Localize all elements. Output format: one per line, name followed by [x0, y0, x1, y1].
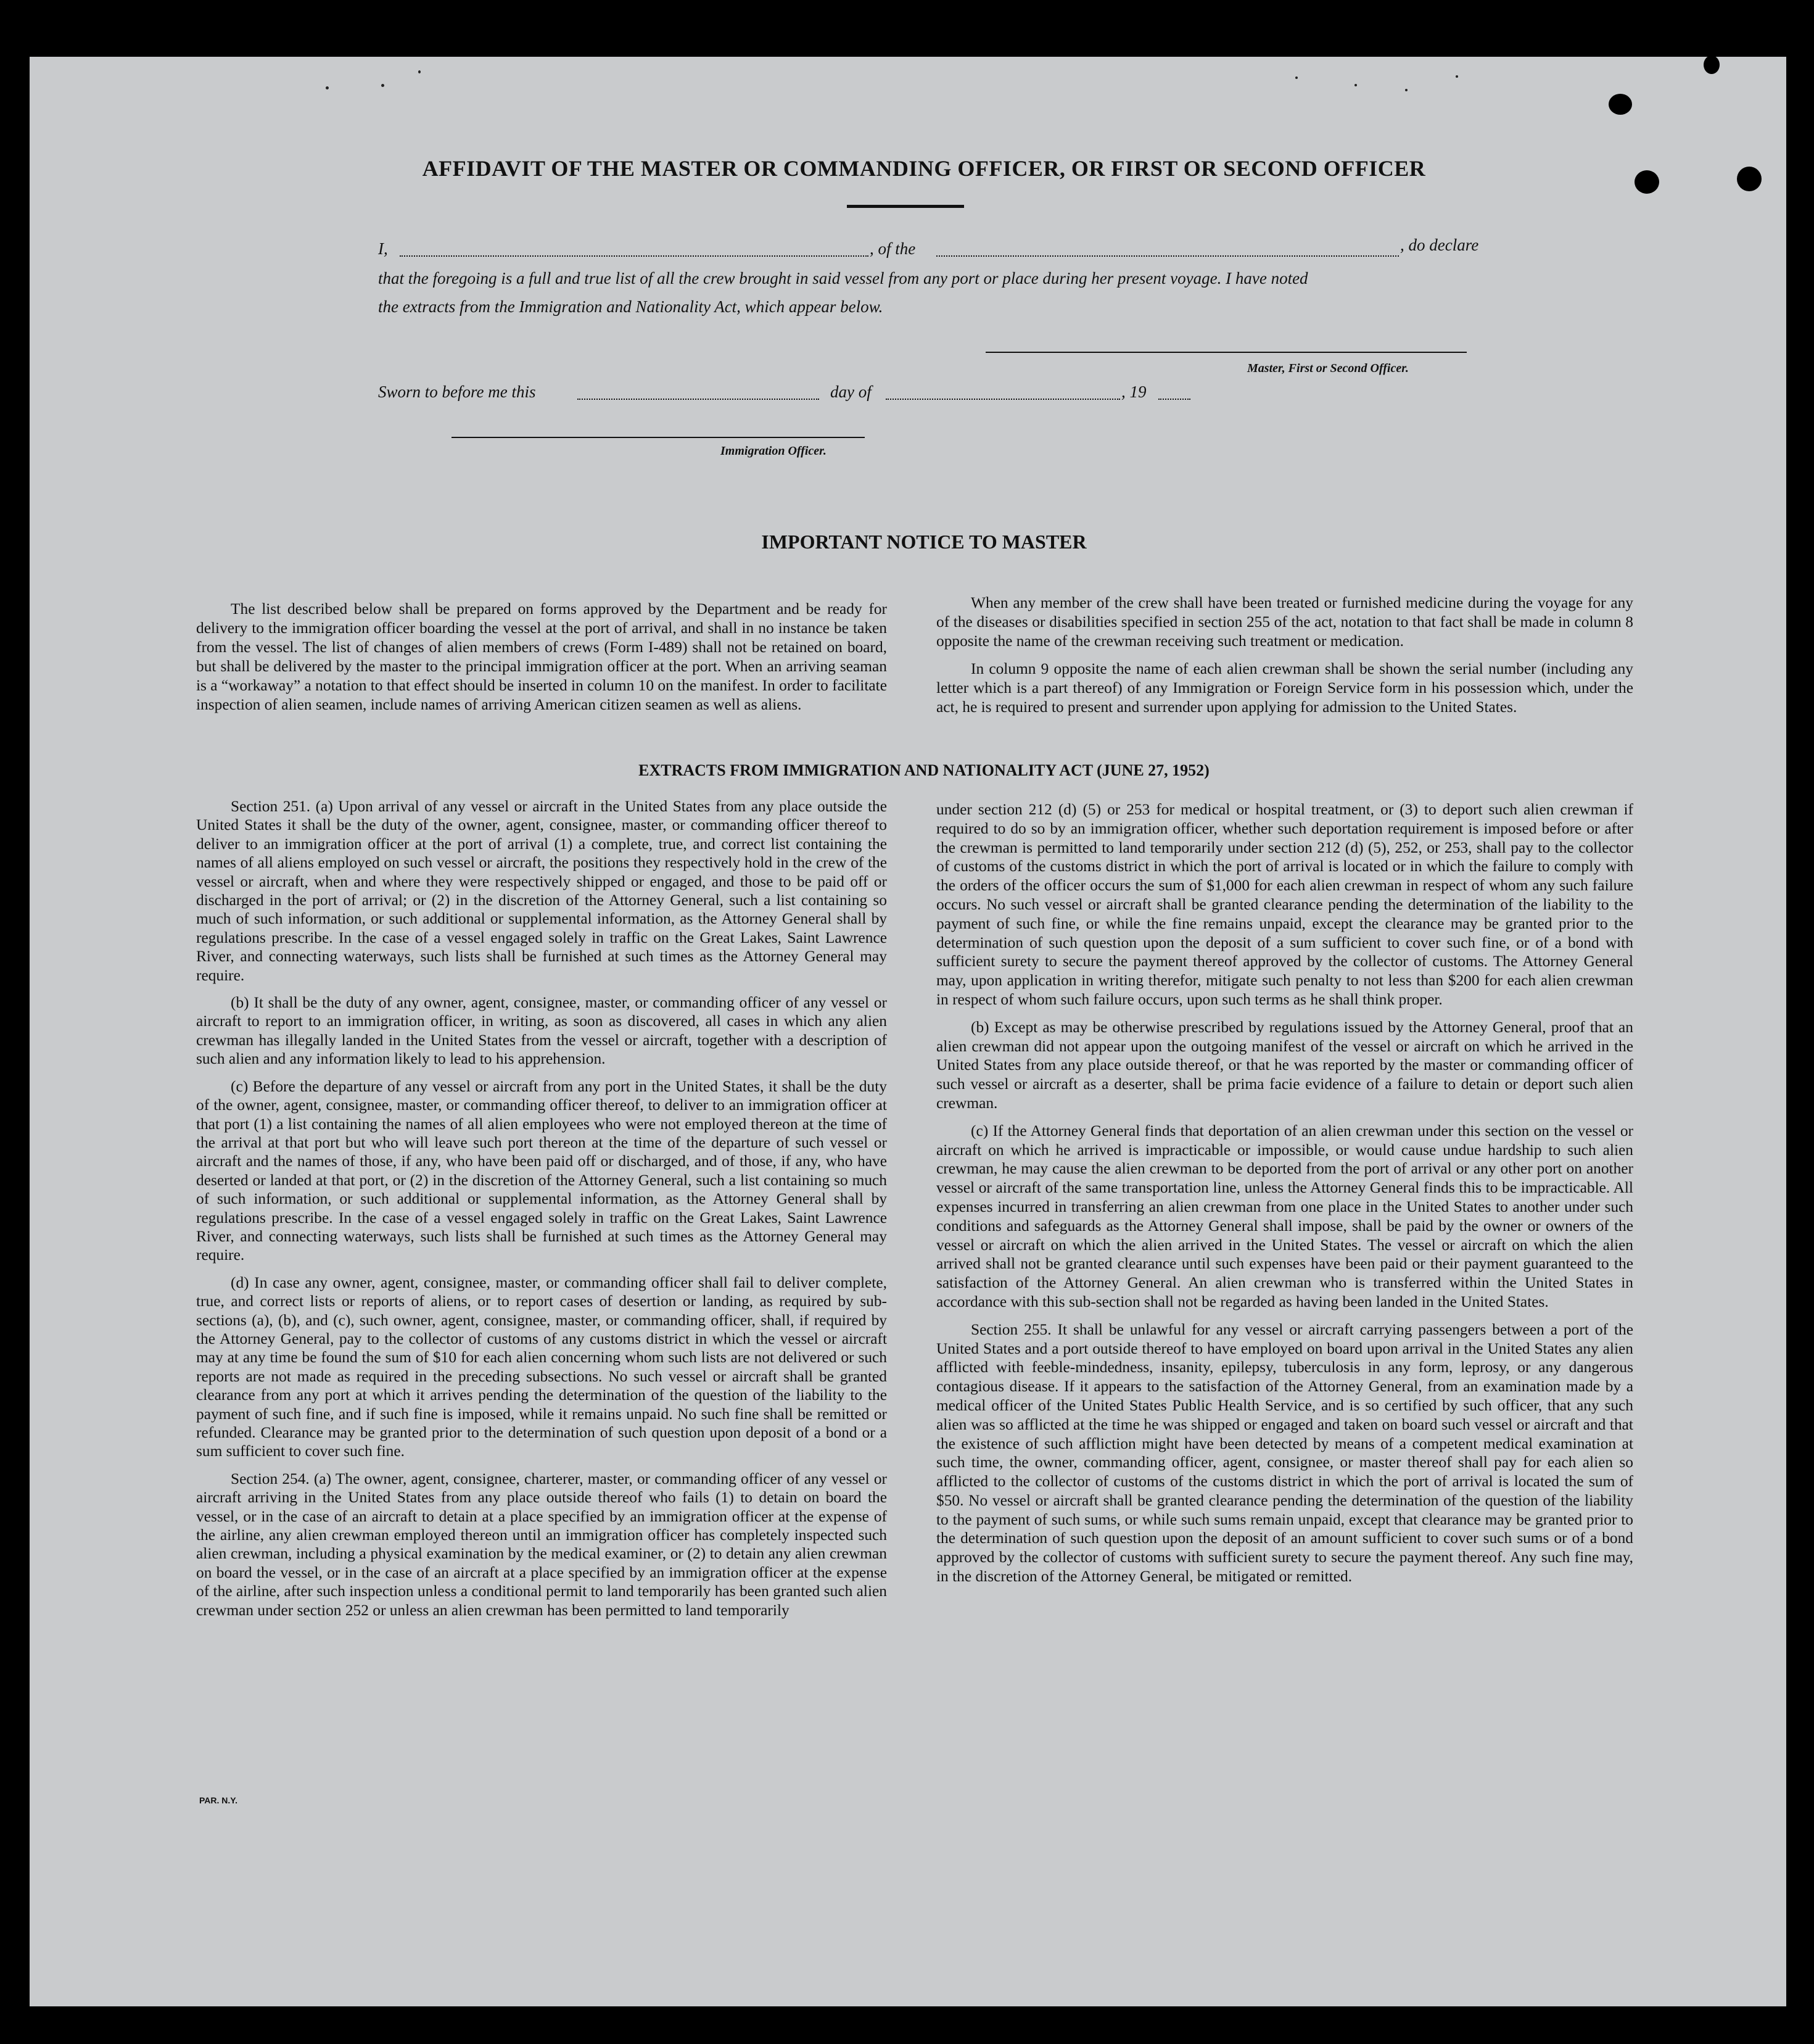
sworn-month-line[interactable]	[886, 399, 1120, 400]
speck	[1456, 75, 1458, 78]
sworn-year-prefix: , 19	[1121, 383, 1147, 401]
speck	[418, 70, 421, 73]
affidavit-line-3: the extracts from the Immigration and Nationality Act, which appear below.	[378, 297, 883, 316]
master-signature-label: Master, First or Second Officer.	[1247, 362, 1409, 375]
extracts-left-column	[196, 797, 887, 1628]
speck	[1354, 84, 1357, 86]
notice-paragraph: In column 9 opposite the name of each alien crewman shall be shown the serial number (including any letter which is a part thereof) of any Immigration or Foreign Service form in his possession which, under the act, he is required to present and surrender upon applying for admission to the United States.	[936, 660, 1633, 716]
punch-hole	[1609, 94, 1632, 115]
punch-hole	[1737, 167, 1762, 191]
extract-paragraph: (d) In case any owner, agent, consignee, master, or commanding officer shall fail to deliver complete, true, and correct lists or reports of aliens, or to report cases of desertion or landing, as required by sub-sections (a), (b), and (c), such owner, agent, consignee, master, or commanding officer, shall, if required by the Attorney General, pay to the collector of customs of any customs district in which the vessel or aircraft may at any time be found the sum of $10 for each alien concerning whom such lists are not delivered or such reports are not made as required in the preceding subsections. No such vessel or aircraft shall be granted clearance from any port at which it arrives pending the determination of the question of the liability to the payment of such fine, and if such fine is imposed, while it remains unpaid. No such fine shall be remitted or refunded. Clearance may be granted prior to the determination of such question upon deposit of a bond or a sum sufficient to cover such fine.	[196, 1273, 887, 1460]
notice-title: IMPORTANT NOTICE TO MASTER	[761, 531, 1087, 553]
sworn-day-of: day of	[830, 383, 872, 401]
affidavit-title: AFFIDAVIT OF THE MASTER OR COMMANDING OFFICER, OR FIRST OR SECOND OFFICER	[422, 156, 1426, 181]
officer-signature-line[interactable]	[451, 437, 865, 438]
title-rule	[847, 205, 964, 208]
speck	[1295, 77, 1298, 79]
speck	[326, 86, 329, 89]
sworn-year-line[interactable]	[1158, 399, 1190, 400]
notice-right-column	[936, 594, 1633, 726]
form-page	[30, 57, 1786, 2006]
affidavit-of-the: , of the	[870, 239, 916, 258]
punch-hole	[1704, 57, 1720, 74]
punch-hole	[1635, 170, 1659, 194]
affidavit-do-declare: , do declare	[1400, 236, 1479, 254]
sworn-prefix: Sworn to before me this	[378, 383, 536, 401]
extract-paragraph: (b) It shall be the duty of any owner, agent, consignee, master, or commanding officer of any vessel or aircraft to report to an immigration officer, in writing, as soon as discovered, all cases in which any alien crewman has illegally landed in the United States from the vessel or aircraft, together with a description of such alien and any information likely to lead to his apprehension.	[196, 994, 887, 1068]
affidavit-line-2: that the foregoing is a full and true list of all the crew brought in said vessel from any port or place during her present voyage. I have noted	[378, 269, 1308, 288]
affidavit-i: I,	[378, 239, 388, 258]
speck	[1405, 89, 1408, 91]
extracts-title: EXTRACTS FROM IMMIGRATION AND NATIONALITY ACT (JUNE 27, 1952)	[638, 761, 1210, 779]
extracts-right-column	[936, 800, 1633, 1595]
vessel-field-line[interactable]	[936, 255, 1399, 257]
notice-paragraph: The list described below shall be prepared on forms approved by the Department and be ready for delivery to the immigration officer boarding the vessel at the port of arrival, and shall in no instance be taken from the vessel. The list of changes of alien members of crews (Form I-489) shall not be retained on board, but shall be delivered by the master to the principal immigration officer at the port. When an arriving seaman is a “workaway” a notation to that effect should be inserted in column 10 on the manifest. In order to facilitate inspection of alien seamen, include names of arriving American citizen seamen as well as aliens.	[196, 600, 887, 713]
speck	[381, 84, 384, 87]
officer-signature-label: Immigration Officer.	[720, 444, 827, 458]
extract-paragraph: Section 254. (a) The owner, agent, consignee, charterer, master, or commanding officer of any vessel or aircraft arriving in the United States from any place outside thereof who fails (1) to detain on board the vessel, or in the case of an aircraft to detain at a place specified by an immigration officer at the expense of the airline, any alien crewman employed thereon until an immigration officer has completely inspected such alien crewman, including a physical examination by the medical examiner, or (2) to detain any alien crewman on board the vessel, or in the case of an aircraft at a place specified by an immigration officer at the expense of the airline, after such inspection unless a conditional permit to land temporarily has been granted such alien crewman under section 252 or unless an alien crewman has been permitted to land temporarily	[196, 1470, 887, 1619]
extract-paragraph: (c) If the Attorney General finds that deportation of an alien crewman under this section on the vessel or aircraft on which he arrived is impracticable or impossible, or would cause undue hardship to such alien crewman, he may cause the alien crewman to be deported from the port of arrival or any other port on another vessel or aircraft of the same transportation line, unless the Attorney General finds this to be impracticable. All expenses incurred in transferring an alien crewman from one place in the United States to another under such conditions and safeguards as the Attorney General shall impose, shall be paid by the owner or owners of the vessel or aircraft on which the alien arrived in the United States. The vessel or aircraft on which the alien arrived shall not be granted clearance until such expenses have been paid or their payment guaranteed to the satisfaction of the Attorney General. An alien crewman who is transferred within the United States in accordance with this sub-section shall not be regarded as having been landed in the United States.	[936, 1122, 1633, 1310]
name-field-line[interactable]	[400, 255, 868, 257]
extract-paragraph: (c) Before the departure of any vessel or aircraft from any port in the United States, it shall be the duty of the owner, agent, consignee, master, or commanding officer thereof, to deliver to an immigration officer at that port (1) a list containing the names of all alien employees who were not employed thereon at the time of the arrival at that port but who will leave such port thereon at the time of the departure of such vessel or aircraft and the names of those, if any, who have been paid off or discharged, and of those, if any, who have deserted or landed at that port, or (2) in the discretion of the Attorney General, such a list containing so much of such information, or such additional or supplemental information, as the Attorney General shall by regulations prescribe. In the case of a vessel engaged solely in traffic on the Great Lakes, Saint Lawrence River, and connecting waterways, such lists shall be furnished at such times as the Attorney General may require.	[196, 1077, 887, 1264]
extract-paragraph: Section 251. (a) Upon arrival of any vessel or aircraft in the United States from any place outside the United States it shall be the duty of the owner, agent, consignee, master, or commanding officer thereof to deliver to an immigration officer at the port of arrival (1) a complete, true, and correct list containing the names of all aliens employed on such vessel or aircraft, the positions they respectively hold in the crew of the vessel or aircraft, when and where they were respectively shipped or engaged, and those to be paid off or discharged in the port of arrival; or (2) in the discretion of the Attorney General, such a list containing so much of such information, or such additional or supplemental information, as the Attorney General shall by regulations prescribe. In the case of a vessel engaged solely in traffic on the Great Lakes, Saint Lawrence River, and connecting waterways, such lists shall be furnished at such times as the Attorney General may require.	[196, 798, 887, 984]
extract-paragraph: under section 212 (d) (5) or 253 for medical or hospital treatment, or (3) to deport such alien crewman if required to do so by an immigration officer, whether such deportation requirement is imposed before or after the crewman is permitted to land temporarily under section 212 (d) (5), 252, or 253, shall pay to the collector of customs of the customs district in which the port of arrival is located or in which the failure to comply with the orders of the officer occurs the sum of $1,000 for each alien crewman in respect of whom any such failure occurs. No such vessel or aircraft shall be granted clearance pending the determination of the liability to the payment of such fine, or while the fine remains unpaid, except the clearance may be granted prior to the determination of such question upon the deposit of a sum sufficient to cover such fine, or of a bond with sufficient surety to secure the payment thereof approved by the collector of customs. The Attorney General may, upon application in writing therefor, mitigate such penalty to not less than $200 for each alien crewman in respect of whom such failure occurs, upon such terms as he shall think proper.	[936, 801, 1633, 1008]
extract-paragraph: (b) Except as may be otherwise prescribed by regulations issued by the Attorney General, proof that an alien crewman did not appear upon the outgoing manifest of the vessel or aircraft on which he arrived in the United States from any place outside thereof, or that he was reported by the master or commanding officer of such vessel or aircraft as a deserter, shall be prima facie evidence of a failure to detain or deport such alien crewman.	[936, 1018, 1633, 1112]
sworn-day-line[interactable]	[577, 399, 819, 400]
extract-paragraph: Section 255. It shall be unlawful for any vessel or aircraft carrying passengers between a port of the United States and a port outside thereof to have employed on board upon arrival in the United States any alien afflicted with feeble-mindedness, insanity, epilepsy, tuberculosis in any form, leprosy, or any dangerous contagious disease. If it appears to the satisfaction of the Attorney General, from an examination made by a medical officer of the United States Public Health Service, and is so certified by such officer, that any such alien was so afflicted at the time he was shipped or engaged and taken on board such vessel or aircraft and that the existence of such affliction might have been detected by means of a competent medical examination at such time, the owner, commanding officer, agent, consignee, or master thereof shall pay for each alien so afflicted to the collector of customs of the customs district in which the port of arrival is located the sum of $50. No vessel or aircraft shall be granted clearance pending the determination of the question of the liability to the payment of such sums, or while such sums remain unpaid, except that clearance may be granted prior to the determination of such question upon the deposit of an amount sufficient to cover such sums or of a bond approved by the collector of customs with sufficient surety to secure the payment thereof. Any such fine may, in the discretion of the Attorney General, be mitigated or remitted.	[936, 1320, 1633, 1586]
printer-mark: PAR. N.Y.	[199, 1795, 237, 1805]
notice-paragraph: When any member of the crew shall have been treated or furnished medicine during the voyage for any of the diseases or disabilities specified in section 255 of the act, notation to that fact shall be made in column 8 opposite the name of the crewman receiving such treatment or medication.	[936, 594, 1633, 650]
master-signature-line[interactable]	[986, 352, 1467, 353]
notice-left-column	[196, 600, 887, 723]
